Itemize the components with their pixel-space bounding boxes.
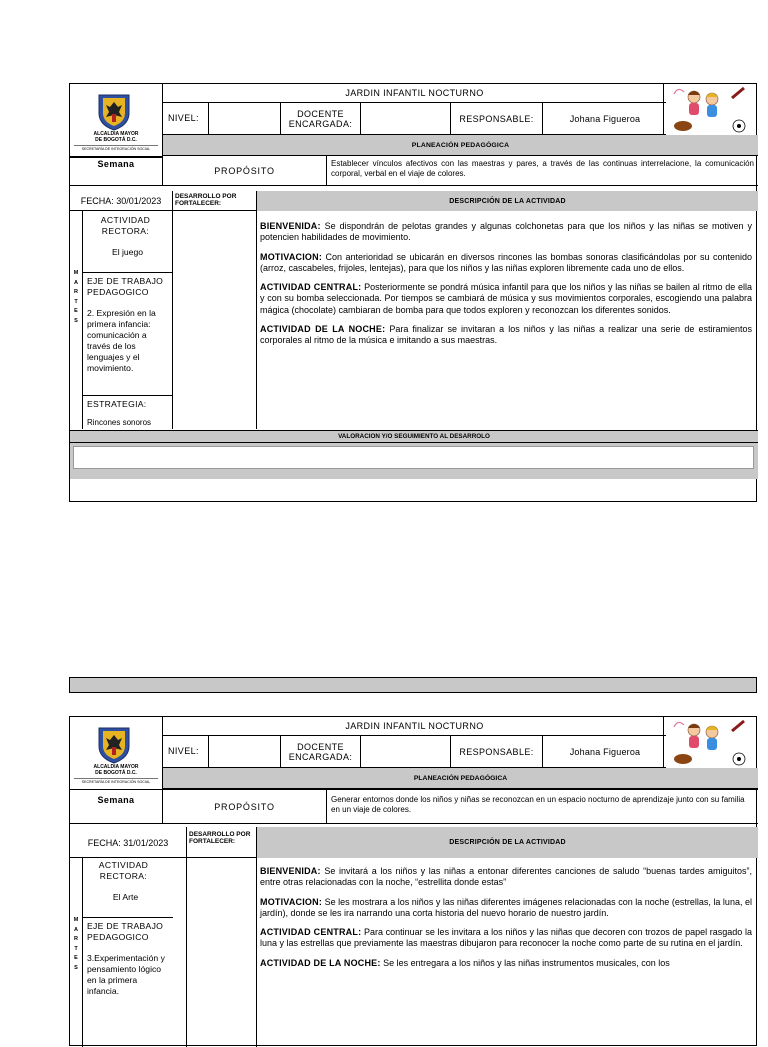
valoracion-field[interactable]	[73, 446, 754, 469]
planeacion-title: PLANEACIÓN PEDAGÓGICA	[162, 768, 758, 789]
header-info-row	[162, 736, 666, 768]
planeacion-title: PLANEACIÓN PEDAGÓGICA	[162, 135, 758, 156]
responsable-label: RESPONSABLE:	[450, 103, 542, 134]
logo-block	[70, 84, 162, 156]
actividad-rectora-label: ACTIVIDAD RECTORA:	[100, 215, 151, 236]
docente-value[interactable]	[360, 103, 450, 134]
semana-label: Semana	[97, 795, 135, 805]
descripcion-header: DESCRIPCIÓN DE LA ACTIVIDAD	[256, 827, 758, 858]
motivacion-paragraph: MOTIVACION: Se les mostrara a los niños y las niñas diferentes imágenes relacionadas con la noche (estrellas, la luna, el jardín), donde se les ira narrando una corta historia del nuevo horario de nuestro jardín.	[260, 896, 752, 918]
proposito-text: Generar entornos donde los niños y niñas se reconozcan en un espacio nocturno de aprendizaje junto con su familia en un viaje de colores.	[326, 790, 758, 824]
valoracion-header: VALORACION Y/O SEGUIMIENTO AL DESARROLO	[70, 430, 758, 443]
central-paragraph: ACTIVIDAD CENTRAL: Para continuar se les invitara a los niños y las niñas que decoren con trozos de papel rasgado la luna y las estrellas que previamente las maestras dibujaron para reconocer la noche como parte de su rutina en el jardín.	[260, 927, 753, 949]
header-info-row	[162, 103, 666, 135]
fecha-label: FECHA: 30/01/2023	[80, 196, 162, 206]
day-letters: M A R T E S	[73, 917, 79, 971]
logo-line1: ALCALDIA MAYOR	[93, 764, 139, 770]
central-paragraph: ACTIVIDAD CENTRAL: Posteriormente se pondrá música infantil para que los niños y las niñas se bailen al ritmo de ella y con su bomba seleccionada. Por tiempos se cambiará de música y sus movimientos corporales, escogiendo una palabra mágica (chocolate) cambiaran de bomba para que todos exploren y reconozcan los diferentes sonidos.	[260, 282, 752, 315]
docente-label: DOCENTE ENCARGADA:	[280, 103, 360, 134]
bogota-coat-of-arms-icon	[96, 726, 132, 764]
semana-label: Semana	[97, 159, 135, 169]
planning-sheet-2	[69, 716, 757, 1046]
estrategia-label: ESTRATEGIA:	[87, 399, 147, 409]
proposito-text: Establecer vínculos afectivos con las maestras y pares, a través de las continuas interrelacione, la comunicación corporal, verbal en el viaje de colores.	[326, 156, 758, 186]
logo-line2: DE BOGOTÁ D.C.	[95, 769, 137, 776]
desarrollo-label: DESARROLLO POR FORTALECER:	[186, 827, 256, 858]
logo-block-2	[70, 717, 162, 789]
actividad-rectora-value: El Arte	[112, 892, 139, 902]
motivacion-paragraph: MOTIVACION: Con anterioridad se ubicarán en diversos rincones las bombas sonoras clasificándolas por su contenido (arroz, cascabeles, frijoles, lentejas), para que los niños y las niñas exploren libremente cada uno de ellos.	[260, 251, 752, 273]
desarrollo-value[interactable]	[186, 858, 256, 1047]
eje-value: 3.Experimentación y pensamiento lógico en la primera infancia.	[87, 953, 165, 996]
separator-bar	[69, 677, 757, 693]
docente-value[interactable]	[360, 736, 450, 767]
responsable-value: Johana Figueroa	[542, 736, 667, 767]
children-playing-icon	[663, 717, 756, 768]
logo-footer: SECRETARÍA DE INTEGRACIÓN SOCIAL	[74, 145, 158, 151]
school-title: JARDIN INFANTIL NOCTURNO	[162, 84, 666, 103]
nivel-label: NIVEL:	[168, 113, 199, 123]
desarrollo-value[interactable]	[172, 211, 256, 429]
noche-paragraph: ACTIVIDAD DE LA NOCHE: Para finalizar se invitaran a los niños y las niñas a realizar una serie de estiramientos corporales al ritmo de la música e imitando a sus maestras.	[260, 324, 752, 346]
proposito-row	[70, 156, 758, 186]
noche-paragraph: ACTIVIDAD DE LA NOCHE: Se les entregara a los niños y las niñas instrumentos musicales, con los	[260, 957, 670, 968]
activity-description	[256, 858, 758, 1047]
desarrollo-label: DESARROLLO POR FORTALECER:	[172, 191, 256, 211]
estrategia-value: Rincones sonoros	[87, 418, 152, 427]
docente-label: DOCENTE ENCARGADA:	[280, 736, 360, 767]
proposito-label: PROPÓSITO	[162, 790, 326, 824]
eje-label: EJE DE TRABAJO PEDAGOGICO	[87, 276, 164, 297]
responsable-label: RESPONSABLE:	[450, 736, 542, 767]
proposito-label: PROPÓSITO	[162, 156, 326, 186]
fecha-row	[70, 827, 758, 858]
nivel-value[interactable]	[208, 103, 280, 134]
logo-footer: SECRETARÍA DE INTEGRACIÓN SOCIAL	[74, 778, 158, 784]
activity-description	[256, 211, 758, 429]
nivel-label: NIVEL:	[168, 746, 199, 756]
actividad-rectora-value: El juego	[111, 247, 144, 257]
left-column	[70, 858, 186, 1047]
left-column	[70, 211, 172, 429]
fecha-row	[70, 191, 758, 211]
children-playing-icon	[663, 84, 756, 135]
bienvenida-paragraph: BIENVENIDA: Se dispondrán de pelotas grandes y algunas colchonetas para que los niños y las niñas se motiven y potencien habilidades de movimiento.	[260, 221, 752, 243]
school-title: JARDIN INFANTIL NOCTURNO	[162, 717, 666, 736]
eje-label: EJE DE TRABAJO PEDAGOGICO	[87, 921, 164, 942]
planning-sheet-1	[69, 83, 757, 502]
nivel-value[interactable]	[208, 736, 280, 767]
actividad-rectora-label: ACTIVIDAD RECTORA:	[98, 860, 149, 881]
eje-value: 2. Expresión en la primera infancia: comunicación a través de los lenguajes y el movimiento.	[87, 308, 156, 373]
day-letters: M A R T E S	[73, 270, 79, 324]
proposito-row	[70, 789, 758, 824]
responsable-value: Johana Figueroa	[542, 103, 667, 134]
logo-line1: ALCALDIA MAYOR	[93, 131, 139, 137]
fecha-label: FECHA: 31/01/2023	[87, 837, 169, 848]
logo-line2: DE BOGOTÁ D.C.	[95, 136, 137, 143]
descripcion-header: DESCRIPCIÓN DE LA ACTIVIDAD	[256, 191, 758, 211]
bogota-coat-of-arms-icon	[96, 93, 132, 131]
bienvenida-paragraph: BIENVENIDA: Se invitará a los niños y las niñas a entonar diferentes canciones de saludo “buenas tardes amiguitos”, entre otras relacionadas con la noche, “estrellita donde estas”	[260, 866, 752, 888]
